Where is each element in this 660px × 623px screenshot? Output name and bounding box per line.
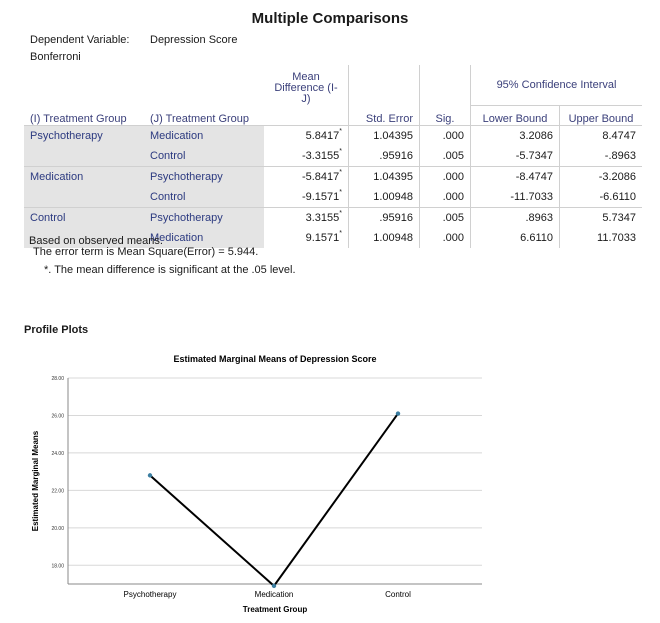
upper-bound-cell: 8.4747 xyxy=(560,126,643,147)
header-row-top xyxy=(24,65,642,105)
note-based-on: Based on observed means. xyxy=(29,235,163,247)
j-group-cell: Medication xyxy=(144,126,264,147)
j-group-cell: Psychotherapy xyxy=(144,208,264,229)
j-group-cell: Psychotherapy xyxy=(144,167,264,188)
std-error-cell: 1.00948 xyxy=(349,187,420,208)
lower-bound-header: Lower Bound xyxy=(471,105,560,126)
std-error-header: Std. Error xyxy=(349,105,420,126)
data-point xyxy=(272,584,276,588)
table-body xyxy=(24,126,642,249)
x-tick-label: Medication xyxy=(254,590,294,599)
i-group-cell: Medication xyxy=(24,167,144,188)
lower-bound-cell: 6.6110 xyxy=(471,228,560,248)
series-line xyxy=(150,414,398,586)
header-row xyxy=(24,105,642,126)
j-group-cell: Control xyxy=(144,187,264,208)
table-row xyxy=(24,187,642,208)
profile-plot-chart xyxy=(0,350,660,623)
i-group-cell xyxy=(24,146,144,167)
y-axis-label: Estimated Marginal Means xyxy=(31,430,40,532)
std-error-cell: .95916 xyxy=(349,208,420,229)
upper-bound-header: Upper Bound xyxy=(560,105,643,126)
sig-cell: .000 xyxy=(420,228,471,248)
std-error-cell: 1.00948 xyxy=(349,228,420,248)
upper-bound-cell: -6.6110 xyxy=(560,187,643,208)
j-group-header: (J) Treatment Group xyxy=(150,113,250,125)
j-group-cell: Medication xyxy=(144,228,264,248)
y-tick-label: 24.00 xyxy=(51,450,64,457)
std-error-cell: 1.04395 xyxy=(349,167,420,188)
table-row xyxy=(24,146,642,167)
i-group-cell: Control xyxy=(24,208,144,229)
y-tick-label: 22.00 xyxy=(51,488,64,495)
data-point xyxy=(148,473,152,477)
upper-bound-cell: 11.7033 xyxy=(560,228,643,248)
upper-bound-cell: -3.2086 xyxy=(560,167,643,188)
note-error-term: The error term is Mean Square(Error) = 5.944. xyxy=(33,246,259,258)
significance-star: * xyxy=(339,128,342,135)
y-tick-label: 26.00 xyxy=(51,413,64,420)
mean-diff-header: Mean Difference (I- J) xyxy=(274,71,338,105)
significance-star: * xyxy=(339,148,342,155)
note-significance: *. The mean difference is significant at the .05 level. xyxy=(44,264,296,276)
mean-diff-cell: 9.1571* xyxy=(305,230,342,244)
y-tick-label: 20.00 xyxy=(51,525,64,532)
lower-bound-cell: -5.7347 xyxy=(471,146,560,167)
lower-bound-cell: .8963 xyxy=(471,208,560,229)
j-group-cell: Control xyxy=(144,146,264,167)
method-label: Bonferroni xyxy=(30,51,81,63)
lower-bound-cell: 3.2086 xyxy=(471,126,560,147)
sig-header: Sig. xyxy=(420,105,471,126)
y-tick-label: 28.00 xyxy=(51,376,64,382)
std-error-cell: .95916 xyxy=(349,146,420,167)
sig-cell: .000 xyxy=(420,187,471,208)
table-row xyxy=(24,208,642,229)
mean-diff-cell: -5.8417* xyxy=(264,167,349,188)
dependent-variable-value: Depression Score xyxy=(150,34,238,46)
upper-bound-cell: -.8963 xyxy=(560,146,643,167)
i-group-cell xyxy=(24,187,144,208)
i-group-header: (I) Treatment Group xyxy=(30,113,127,125)
i-group-cell: Psychotherapy xyxy=(24,126,144,147)
table-row xyxy=(24,126,642,147)
sig-cell: .000 xyxy=(420,126,471,147)
multiple-comparisons-table xyxy=(24,65,642,248)
y-tick-label: 18.00 xyxy=(51,563,64,570)
mean-diff-cell: 3.3155* xyxy=(264,208,349,229)
data-point xyxy=(396,411,400,415)
x-tick-label: Psychotherapy xyxy=(123,590,177,599)
page-title: Multiple Comparisons xyxy=(251,10,409,27)
significance-star: * xyxy=(339,230,342,237)
significance-star: * xyxy=(339,210,342,217)
lower-bound-cell: -8.4747 xyxy=(471,167,560,188)
significance-star: * xyxy=(339,189,342,196)
dependent-variable-label: Dependent Variable: xyxy=(30,34,130,46)
x-tick-label: Control xyxy=(385,590,411,599)
sig-cell: .005 xyxy=(420,146,471,167)
significance-star: * xyxy=(339,169,342,176)
lower-bound-cell: -11.7033 xyxy=(471,187,560,208)
table-row xyxy=(24,167,642,188)
ci-header: 95% Confidence Interval xyxy=(471,65,643,105)
chart-title: Estimated Marginal Means of Depression Score xyxy=(173,354,377,364)
sig-cell: .000 xyxy=(420,167,471,188)
mean-diff-cell: -3.3155* xyxy=(301,148,342,162)
std-error-cell: 1.04395 xyxy=(349,126,420,147)
mean-diff-cell: -9.1571* xyxy=(301,189,342,203)
x-axis-label: Treatment Group xyxy=(242,605,308,614)
sig-cell: .005 xyxy=(420,208,471,229)
mean-diff-cell: 5.8417* xyxy=(264,126,349,147)
upper-bound-cell: 5.7347 xyxy=(560,208,643,229)
profile-plots-heading: Profile Plots xyxy=(24,324,89,336)
